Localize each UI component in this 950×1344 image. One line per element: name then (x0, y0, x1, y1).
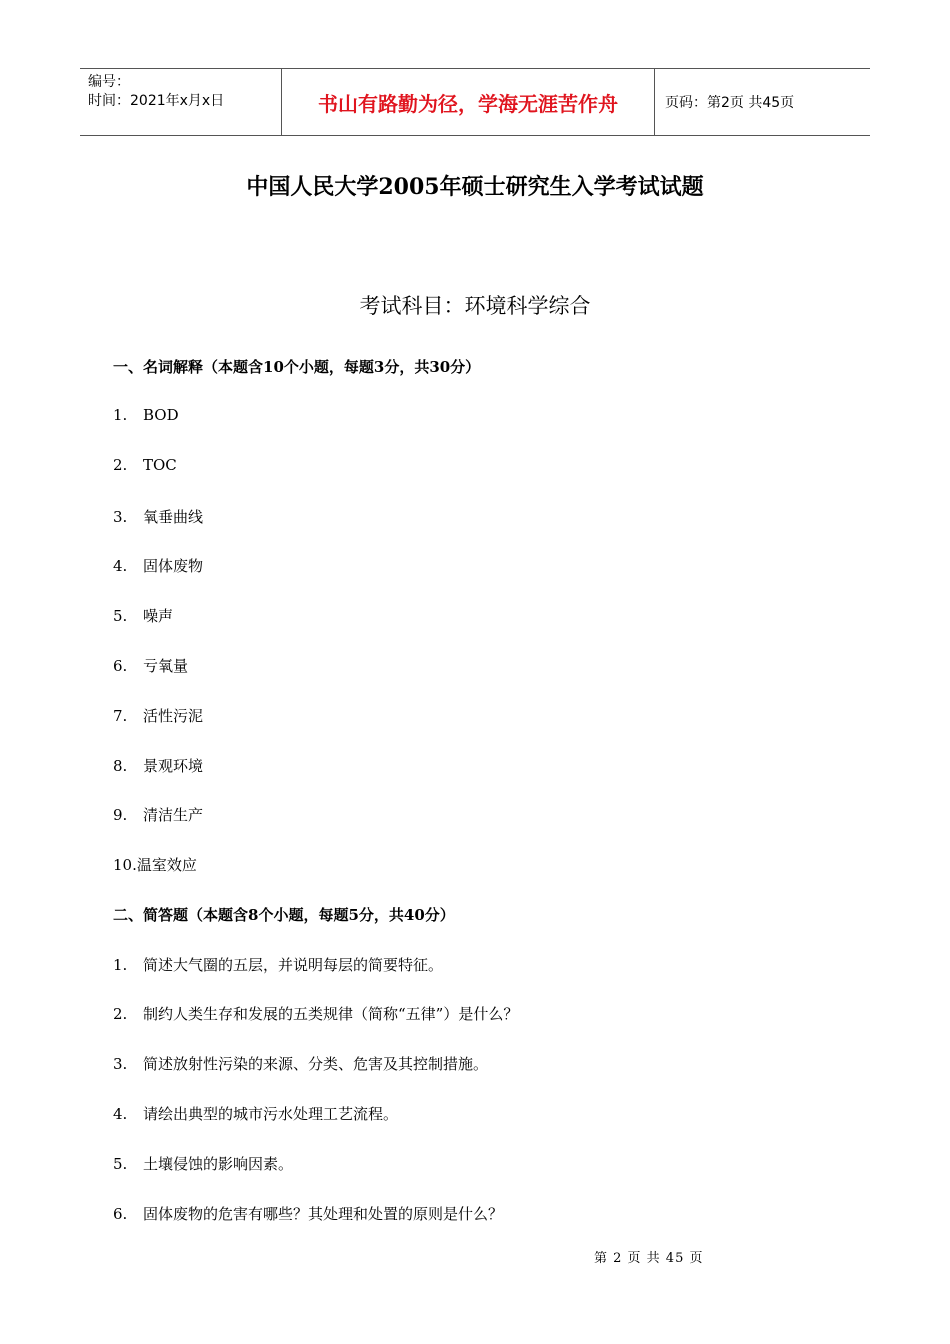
page-footer: 第 2 页 共 45 页 (594, 1251, 704, 1266)
list-item: 5. 土壤侵蚀的影响因素。 (113, 1155, 294, 1173)
section-heading-2: 二、简答题（本题含8个小题，每题5分，共40分） (113, 906, 455, 924)
section-heading-1: 一、名词解释（本题含10个小题，每题3分，共30分） (113, 358, 481, 376)
list-item: 6. 固体废物的危害有哪些？其处理和处置的原则是什么？ (113, 1205, 504, 1223)
list-item: 2. TOC (113, 456, 177, 474)
list-item: 1. 简述大气圈的五层，并说明每层的简要特征。 (113, 956, 444, 974)
time-label: 时间：2021年x月x日 (88, 93, 225, 109)
list-item: 5. 噪声 (113, 607, 174, 625)
list-item: 4. 请绘出典型的城市污水处理工艺流程。 (113, 1105, 399, 1123)
header-page-info: 页码：第2页 共45页 (665, 95, 795, 111)
list-item: 8. 景观环境 (113, 757, 204, 775)
list-item: 4. 固体废物 (113, 557, 204, 575)
list-item: 3. 简述放射性污染的来源、分类、危害及其控制措施。 (113, 1055, 489, 1073)
list-item: 9. 清洁生产 (113, 806, 204, 824)
header-motto: 书山有路勤为径，学海无涯苦作舟 (282, 69, 655, 135)
list-item: 3. 氧垂曲线 (113, 508, 204, 526)
list-item: 7. 活性污泥 (113, 707, 204, 725)
list-item: 10.温室效应 (113, 856, 197, 874)
list-item: 2. 制约人类生存和发展的五类规律（简称“五律”）是什么？ (113, 1005, 519, 1023)
exam-title: 中国人民大学2005年硕士研究生入学考试试题 (246, 174, 704, 200)
list-item: 6. 亏氧量 (113, 657, 189, 675)
header-meta (80, 69, 282, 135)
list-item: 1. BOD (113, 406, 179, 424)
number-label: 编号： (88, 74, 130, 90)
page-header (80, 68, 870, 136)
exam-subject: 考试科目：环境科学综合 (359, 294, 591, 318)
